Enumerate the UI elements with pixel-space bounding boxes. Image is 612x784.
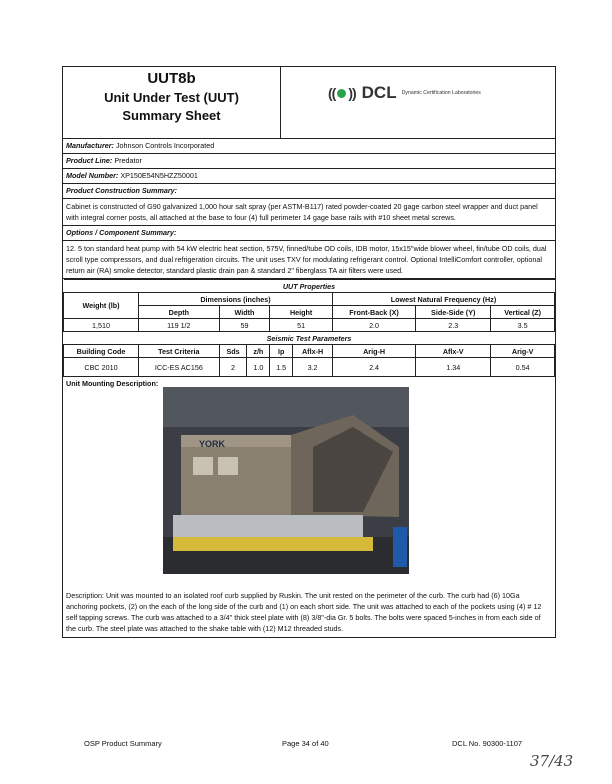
height-value: 51: [270, 319, 333, 332]
seismic-header-row: [64, 345, 555, 358]
depth-header: Depth: [139, 306, 220, 319]
signal-waves-icon: ((: [328, 85, 336, 101]
width-value: 59: [219, 319, 270, 332]
side-side-header: Side-Side (Y): [416, 306, 491, 319]
seismic-value: 2.4: [333, 358, 416, 377]
sheet-subtitle: Summary Sheet: [122, 108, 221, 123]
manufacturer-label: Manufacturer:: [66, 141, 114, 150]
dcl-logo: [328, 83, 481, 103]
manufacturer-value: Johnson Controls Incorporated: [115, 141, 215, 150]
seismic-header: Building Code: [64, 345, 139, 358]
vertical-header: Vertical (Z): [491, 306, 555, 319]
depth-value: 119 1/2: [139, 319, 220, 332]
product-line-label: Product Line:: [66, 156, 113, 165]
unit-photo-image: [163, 387, 409, 574]
options-text: 12. 5 ton standard heat pump with 54 kW electric heat section, 575V, finned/tube OD coils, IDB motor, 15x15"wide blower wheel, fin/tube OD coils, dual scroll type compressors, and dual refrigeration circuits. The unit uses TXV for modulating refrigerant control. Optional IntelliComfort controller, optional return air (RA) smoke detector, standard plastic drain pan & standard 2" fiberglass TA air filters were used.: [63, 241, 555, 279]
manufacturer-row: [63, 139, 555, 154]
seismic-header: Ip: [270, 345, 293, 358]
sheet-title: Unit Under Test (UUT): [104, 90, 239, 105]
product-line-row: [63, 154, 555, 169]
properties-table: [63, 279, 555, 377]
side-side-value: 2.3: [416, 319, 491, 332]
seismic-header: Sds: [219, 345, 247, 358]
seismic-value-row: [64, 358, 555, 377]
green-dot-icon: [337, 89, 346, 98]
sheet-header: [63, 67, 555, 139]
dimensions-header: Dimensions (inches): [139, 293, 333, 306]
model-row: [63, 169, 555, 184]
uut-properties-title: UUT Properties: [64, 280, 555, 293]
summary-sheet: [62, 66, 556, 638]
seismic-title: Seismic Test Parameters: [64, 332, 555, 345]
seismic-value: 1.5: [270, 358, 293, 377]
construction-text: Cabinet is constructed of G90 galvanized 1,000 hour salt spray (per ASTM-B117) rated powder-coated 20 gage carbon steel wrapper and duct panel with integral corner posts, all attached at the base to four (4) full perimeter 14 gage base rails with #10 sheet metal screws.: [63, 199, 555, 226]
front-back-value: 2.0: [333, 319, 416, 332]
logo-text: DCL: [361, 83, 397, 102]
footer-right: DCL No. 90300-1107: [452, 739, 523, 748]
seismic-value: 1.0: [247, 358, 270, 377]
options-label-row: [63, 226, 555, 241]
front-back-header: Front-Back (X): [333, 306, 416, 319]
seismic-value: 2: [219, 358, 247, 377]
signal-waves-right-icon: )): [348, 85, 356, 101]
seismic-value: CBC 2010: [64, 358, 139, 377]
footer-left: OSP Product Summary: [84, 739, 162, 748]
options-label: Options / Component Summary:: [66, 228, 177, 237]
vertical-value: 3.5: [491, 319, 555, 332]
logo-subtext: Dynamic Certification Laboratories: [401, 90, 481, 96]
seismic-value: 0.54: [491, 358, 555, 377]
footer-center: Page 34 of 40: [282, 739, 329, 748]
construction-label: Product Construction Summary:: [66, 186, 178, 195]
seismic-header: Test Criteria: [139, 345, 220, 358]
seismic-value: 3.2: [293, 358, 333, 377]
height-header: Height: [270, 306, 333, 319]
product-line-value: Predator: [114, 156, 142, 165]
mounting-section: [63, 377, 555, 587]
model-label: Model Number:: [66, 171, 119, 180]
frequency-header: Lowest Natural Frequency (Hz): [333, 293, 555, 306]
mounting-description: Description: Unit was mounted to an isolated roof curb supplied by Ruskin. The unit rested on the perimeter of the curb. The curb had (6) 10Ga anchoring pockets, (2) on the each of the long side of the curb and (1) on each short side. The unit was attached to each of the pockets using (4) # 12 self tapping screws. The curb was attached to a 3/4" thick steel plate with (8) 3/8"-dia Gr. 5 bolts. The bolts were spaced 5-inches in from each side of the curb. The steel plate was attached to the shake table with (12) M12 threaded studs.: [66, 591, 542, 633]
width-header: Width: [219, 306, 270, 319]
uut-id: UUT8b: [147, 70, 196, 87]
seismic-header: Arig-H: [333, 345, 416, 358]
seismic-header: Arig-V: [491, 345, 555, 358]
mounting-label: Unit Mounting Description:: [66, 379, 159, 388]
construction-label-row: [63, 184, 555, 199]
weight-header: Weight (lb): [64, 293, 139, 319]
seismic-header: Aflx-H: [293, 345, 333, 358]
unit-photo: [163, 387, 409, 574]
photo-brand: YORK: [199, 439, 226, 449]
handwritten-page-mark: 37/43: [530, 752, 574, 770]
weight-value: 1,510: [64, 319, 139, 332]
seismic-value: 1.34: [416, 358, 491, 377]
seismic-header: z/h: [247, 345, 270, 358]
seismic-value: ICC-ES AC156: [139, 358, 220, 377]
seismic-header: Aflx-V: [416, 345, 491, 358]
model-value: XP150E54N5HZZ50001: [120, 171, 198, 180]
title-box: [63, 67, 281, 138]
